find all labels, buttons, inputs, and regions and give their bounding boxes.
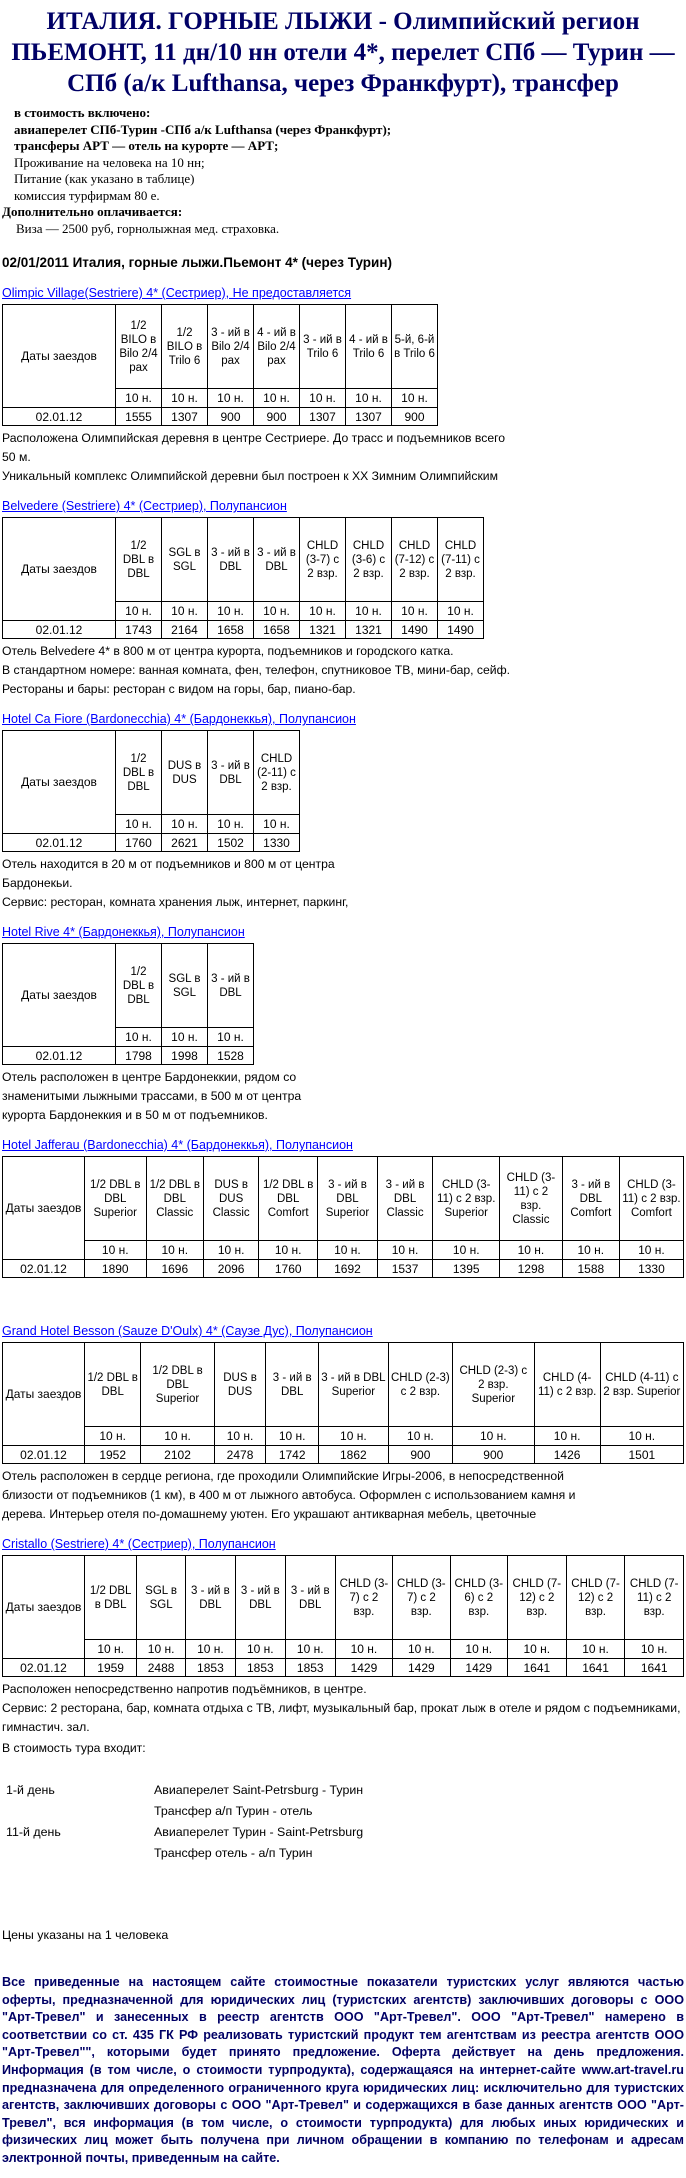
- hotel-link[interactable]: Grand Hotel Besson (Sauze D'Oulx) 4* (Саузе Дус), Полупансион: [2, 1324, 373, 1338]
- room-type-header: CHLD (3-11) с 2 взр. Superior: [433, 1157, 500, 1241]
- price-cell: 1760: [116, 834, 162, 852]
- price-cell: 1853: [235, 1659, 285, 1677]
- itinerary-rows: [2, 1780, 684, 1864]
- included-line: комиссия турфирмам 80 е.: [14, 187, 160, 203]
- price-note: Цены указаны на 1 человека: [2, 1928, 169, 1942]
- room-type-header: 1/2 BILO в Bilo 2/4 pax: [116, 305, 162, 389]
- price-cell: 1798: [116, 1047, 162, 1065]
- duration-cell: 10 н.: [162, 389, 208, 408]
- duration-cell: 10 н.: [300, 389, 346, 408]
- price-cell: 1537: [377, 1260, 433, 1278]
- description-line: 50 м.: [2, 450, 31, 464]
- duration-cell: 10 н.: [141, 1427, 214, 1446]
- room-type-header: 3 - ий в DBL Comfort: [562, 1157, 619, 1241]
- price-cell: 1490: [438, 621, 484, 639]
- description-line: Уникальный комплекс Олимпийской деревни был построен к XX Зимним Олимпийским: [2, 469, 498, 483]
- price-cell: 900: [254, 408, 300, 426]
- duration-cell: 10 н.: [438, 602, 484, 621]
- room-type-header: CHLD (7-11) с 2 взр.: [438, 518, 484, 602]
- duration-cell: 10 н.: [208, 602, 254, 621]
- room-type-header: CHLD (4-11) с 2 взр.: [534, 1343, 600, 1427]
- included-line: трансферы АРТ — отель на курорте — АРТ;: [14, 138, 279, 153]
- price-cell: 900: [388, 1446, 452, 1464]
- price-cell: 1959: [85, 1659, 137, 1677]
- description-line: Рестораны и бары: ресторан с видом на горы, бар, пиано-бар.: [2, 682, 356, 696]
- itinerary-heading: В стоимость тура входит:: [2, 1741, 146, 1755]
- duration-cell: 10 н.: [392, 389, 438, 408]
- duration-cell: 10 н.: [600, 1427, 683, 1446]
- duration-cell: 10 н.: [453, 1427, 534, 1446]
- room-type-header: CHLD (3-11) с 2 взр. Comfort: [619, 1157, 683, 1241]
- description-line: дерева. Интерьер отеля по-домашнему уютен. Его украшают антикварная мебель, цветочные: [2, 1507, 537, 1521]
- price-table: [2, 1156, 684, 1278]
- room-type-header: 4 - ий в Trilo 6: [346, 305, 392, 389]
- price-cell: 2096: [204, 1260, 259, 1278]
- price-cell: 900: [208, 408, 254, 426]
- duration-cell: 10 н.: [85, 1241, 147, 1260]
- price-row: [3, 1047, 254, 1065]
- hotel-link[interactable]: Cristallo (Sestriere) 4* (Сестриер), Полупансион: [2, 1537, 276, 1551]
- date-cell: 02.01.12: [3, 621, 116, 639]
- extra-pay-line: Виза — 2500 руб, горнолыжная мед. страховка.: [16, 220, 280, 236]
- room-type-header: 1/2 DBL в DBL: [116, 518, 162, 602]
- date-cell: 02.01.12: [3, 408, 116, 426]
- duration-cell: 10 н.: [319, 1427, 389, 1446]
- duration-cell: 10 н.: [214, 1427, 266, 1446]
- room-type-header: CHLD (3-7) с 2 взр.: [393, 1556, 450, 1640]
- duration-cell: 10 н.: [162, 602, 208, 621]
- duration-cell: 10 н.: [392, 602, 438, 621]
- duration-cell: 10 н.: [208, 1028, 254, 1047]
- price-table: [2, 1342, 684, 1464]
- room-type-header-row: [3, 1556, 684, 1640]
- price-cell: 900: [453, 1446, 534, 1464]
- price-cell: 1429: [393, 1659, 450, 1677]
- duration-row: [3, 1427, 684, 1446]
- price-cell: 1298: [500, 1260, 563, 1278]
- room-type-header: SGL в SGL: [162, 944, 208, 1028]
- duration-cell: 10 н.: [566, 1640, 625, 1659]
- duration-cell: 10 н.: [116, 815, 162, 834]
- duration-cell: 10 н.: [619, 1241, 683, 1260]
- included-line: авиаперелет СПб-Турин -СПб а/к Lufthansa (через Франкфурт);: [14, 121, 392, 137]
- room-type-header: 4 - ий в Bilo 2/4 pax: [254, 305, 300, 389]
- hotel-link[interactable]: Belvedere (Sestriere) 4* (Сестриер), Полупансион: [2, 499, 287, 513]
- room-type-header-row: [3, 1343, 684, 1427]
- room-type-header: 1/2 BILO в Trilo 6: [162, 305, 208, 389]
- extra-pay-heading: Дополнительно оплачивается:: [2, 204, 183, 219]
- duration-cell: 10 н.: [388, 1427, 452, 1446]
- duration-cell: 10 н.: [534, 1427, 600, 1446]
- price-row: [3, 1659, 684, 1677]
- price-cell: 1952: [85, 1446, 141, 1464]
- date-column-header: Даты заездов: [3, 1157, 85, 1260]
- date-cell: 02.01.12: [3, 834, 116, 852]
- price-cell: 1641: [507, 1659, 566, 1677]
- duration-cell: 10 н.: [346, 602, 392, 621]
- price-row: [3, 834, 300, 852]
- price-cell: 1998: [162, 1047, 208, 1065]
- room-type-header: 3 - ий в DBL: [235, 1556, 285, 1640]
- price-cell: 1429: [335, 1659, 392, 1677]
- room-type-header: CHLD (7-12) с 2 взр.: [507, 1556, 566, 1640]
- price-cell: 1528: [208, 1047, 254, 1065]
- room-type-header: SGL в SGL: [137, 1556, 186, 1640]
- duration-cell: 10 н.: [137, 1640, 186, 1659]
- room-type-header-row: [3, 1157, 684, 1241]
- price-cell: 900: [392, 408, 438, 426]
- duration-cell: 10 н.: [346, 389, 392, 408]
- included-line: Питание (как указано в таблице): [14, 171, 195, 186]
- room-type-header: 3 - ий в DBL Superior: [319, 1343, 389, 1427]
- included-block: [2, 105, 684, 237]
- included-line: Проживание на человека на 10 нн;: [14, 154, 205, 170]
- description-line: курорта Бардонеккия и в 50 м от подъемников.: [2, 1108, 268, 1122]
- hotel-section: [2, 1322, 684, 1524]
- duration-cell: 10 н.: [146, 1241, 204, 1260]
- duration-cell: 10 н.: [235, 1640, 285, 1659]
- room-type-header: 3 - ий в DBL: [208, 731, 254, 815]
- price-cell: 1696: [146, 1260, 204, 1278]
- duration-cell: 10 н.: [116, 389, 162, 408]
- duration-cell: 10 н.: [562, 1241, 619, 1260]
- hotel-description: [2, 1467, 684, 1524]
- room-type-header: 1/2 DBL в DBL Comfort: [259, 1157, 318, 1241]
- hotel-link[interactable]: Olimpic Village(Sestriere) 4* (Сестриер), Не предоставляется: [2, 286, 352, 300]
- duration-cell: 10 н.: [318, 1241, 378, 1260]
- room-type-header: CHLD (7-12) с 2 взр.: [566, 1556, 625, 1640]
- price-cell: 2102: [141, 1446, 214, 1464]
- duration-cell: 10 н.: [450, 1640, 507, 1659]
- price-table: [2, 1555, 684, 1677]
- duration-cell: 10 н.: [254, 389, 300, 408]
- hotel-section: [2, 497, 684, 699]
- itinerary-item: Авиаперелет Турин - Saint-Petrsburg: [154, 1825, 364, 1839]
- room-type-header: 3 - ий в DBL: [208, 944, 254, 1028]
- duration-cell: 10 н.: [254, 815, 300, 834]
- room-type-header: DUS в DUS: [214, 1343, 266, 1427]
- itinerary-row: [2, 1780, 684, 1822]
- price-cell: 1307: [162, 408, 208, 426]
- room-type-header: CHLD (2-3) с 2 взр.: [388, 1343, 452, 1427]
- price-table: [2, 304, 438, 426]
- price-cell: 1330: [254, 834, 300, 852]
- room-type-header: 3 - ий в DBL: [185, 1556, 235, 1640]
- date-column-header: Даты заездов: [3, 731, 116, 834]
- duration-cell: 10 н.: [116, 602, 162, 621]
- room-type-header: 3 - ий в Trilo 6: [300, 305, 346, 389]
- itinerary-item: Авиаперелет Saint-Petrsburg - Турин: [154, 1783, 364, 1797]
- description-line: знаменитыми лыжными трассами, в 500 м от центра: [2, 1089, 302, 1103]
- price-cell: 1853: [285, 1659, 335, 1677]
- price-row: [3, 1260, 684, 1278]
- duration-row: [3, 1241, 684, 1260]
- duration-cell: 10 н.: [204, 1241, 259, 1260]
- price-cell: 1555: [116, 408, 162, 426]
- duration-cell: 10 н.: [335, 1640, 392, 1659]
- room-type-header: 3 - ий в DBL: [208, 518, 254, 602]
- description-line: близости от подъемников (1 км), в 400 м от лыжного автобуса. Оформлен с использованием камня и: [2, 1488, 576, 1502]
- room-type-header: 1/2 DBL в DBL Superior: [85, 1157, 147, 1241]
- itinerary-items: [154, 1780, 684, 1822]
- duration-cell: 10 н.: [377, 1241, 433, 1260]
- price-cell: 1658: [208, 621, 254, 639]
- room-type-header: CHLD (2-11) с 2 взр.: [254, 731, 300, 815]
- hotel-link[interactable]: Hotel Ca Fiore (Bardonecchia) 4* (Бардонеккья), Полупансион: [2, 712, 356, 726]
- room-type-header: CHLD (2-3) с 2 взр. Superior: [453, 1343, 534, 1427]
- duration-cell: 10 н.: [254, 602, 300, 621]
- hotel-section: [2, 284, 684, 486]
- date-column-header: Даты заездов: [3, 305, 116, 408]
- room-type-header: CHLD (3-7) с 2 взр.: [300, 518, 346, 602]
- description-line: Расположена Олимпийская деревня в центре Сестриере. До трасс и подъемников всего: [2, 431, 506, 445]
- description-line: В стандартном номере: ванная комната, фен, телефон, спутниковое ТВ, мини-бар, сейф.: [2, 663, 511, 677]
- room-type-header: CHLD (3-6) с 2 взр.: [450, 1556, 507, 1640]
- room-type-header-row: [3, 944, 254, 1028]
- room-type-header: 3 - ий в Bilo 2/4 pax: [208, 305, 254, 389]
- price-cell: 1330: [619, 1260, 683, 1278]
- included-line: в стоимость включено:: [14, 105, 151, 120]
- date-column-header: Даты заездов: [3, 1343, 85, 1446]
- price-cell: 2621: [162, 834, 208, 852]
- duration-cell: 10 н.: [162, 1028, 208, 1047]
- room-type-header: DUS в DUS: [162, 731, 208, 815]
- room-type-header: 3 - ий в DBL Superior: [318, 1157, 378, 1241]
- date-column-header: Даты заездов: [3, 944, 116, 1047]
- price-cell: 1307: [346, 408, 392, 426]
- room-type-header: CHLD (7-12) с 2 взр.: [392, 518, 438, 602]
- itinerary-day-label: 1-й день: [6, 1783, 55, 1797]
- room-type-header: 1/2 DBL в DBL: [116, 731, 162, 815]
- date-cell: 02.01.12: [3, 1260, 85, 1278]
- date-cell: 02.01.12: [3, 1659, 85, 1677]
- date-column-header: Даты заездов: [3, 518, 116, 621]
- room-type-header-row: [3, 518, 484, 602]
- duration-cell: 10 н.: [393, 1640, 450, 1659]
- duration-cell: 10 н.: [85, 1640, 137, 1659]
- price-cell: 1490: [392, 621, 438, 639]
- price-table: [2, 517, 484, 639]
- hotel-sections: [2, 284, 684, 1737]
- price-cell: 1890: [85, 1260, 147, 1278]
- room-type-header: 1/2 DBL в DBL Classic: [146, 1157, 204, 1241]
- price-row: [3, 1446, 684, 1464]
- duration-row: [3, 1640, 684, 1659]
- hotel-description: [2, 642, 684, 699]
- room-type-header: CHLD (3-11) с 2 взр. Classic: [500, 1157, 563, 1241]
- description-line: Расположен непосредственно напротив подъёмников, в центре.: [2, 1682, 367, 1696]
- room-type-header-row: [3, 731, 300, 815]
- hotel-description: [2, 1680, 684, 1737]
- price-cell: 1743: [116, 621, 162, 639]
- room-type-header: CHLD (3-6) с 2 взр.: [346, 518, 392, 602]
- duration-cell: 10 н.: [433, 1241, 500, 1260]
- duration-cell: 10 н.: [259, 1241, 318, 1260]
- room-type-header: 1/2 DBL в DBL Superior: [141, 1343, 214, 1427]
- hotel-link[interactable]: Hotel Jafferau (Bardonecchia) 4* (Бардонеккья), Полупансион: [2, 1138, 353, 1152]
- price-cell: 1588: [562, 1260, 619, 1278]
- price-cell: 1742: [266, 1446, 319, 1464]
- description-line: гимнастич. зал.: [2, 1720, 90, 1734]
- date-column-header: Даты заездов: [3, 1556, 85, 1659]
- price-cell: 1692: [318, 1260, 378, 1278]
- price-cell: 1658: [254, 621, 300, 639]
- price-cell: 1429: [450, 1659, 507, 1677]
- room-type-header: CHLD (4-11) с 2 взр. Superior: [600, 1343, 683, 1427]
- duration-cell: 10 н.: [300, 602, 346, 621]
- duration-cell: 10 н.: [507, 1640, 566, 1659]
- itinerary-day-label: 11-й день: [6, 1825, 61, 1839]
- price-cell: 1760: [259, 1260, 318, 1278]
- room-type-header: 3 - ий в DBL: [254, 518, 300, 602]
- hotel-link[interactable]: Hotel Rive 4* (Бардонеккья), Полупансион: [2, 925, 245, 939]
- price-cell: 1426: [534, 1446, 600, 1464]
- price-cell: 1862: [319, 1446, 389, 1464]
- duration-cell: 10 н.: [85, 1427, 141, 1446]
- itinerary-item: Трансфер а/п Турин - отель: [154, 1804, 313, 1818]
- itinerary-items: [154, 1822, 684, 1864]
- room-type-header: 5-й, 6-й в Trilo 6: [392, 305, 438, 389]
- duration-cell: 10 н.: [162, 815, 208, 834]
- price-cell: 1395: [433, 1260, 500, 1278]
- price-cell: 2478: [214, 1446, 266, 1464]
- price-cell: 2488: [137, 1659, 186, 1677]
- duration-cell: 10 н.: [625, 1640, 684, 1659]
- description-line: Отель расположен в центре Бардонеккии, рядом со: [2, 1070, 297, 1084]
- itinerary-row: [2, 1822, 684, 1864]
- room-type-header: SGL в SGL: [162, 518, 208, 602]
- page-title: ИТАЛИЯ. ГОРНЫЕ ЛЫЖИ - Олимпийский регион ПЬЕМОНТ, 11 дн/10 нн отели 4*, перелет СПб — Турин — СПб (а/к Lufthansa, через Франкфурт), трансфер: [11, 8, 675, 97]
- schedule-heading: 02/01/2011 Италия, горные лыжи.Пьемонт 4* (через Турин): [2, 255, 392, 270]
- description-line: Отель находится в 20 м от подъемников и 800 м от центра: [2, 857, 335, 871]
- hotel-section: [2, 923, 684, 1125]
- duration-cell: 10 н.: [208, 815, 254, 834]
- price-cell: 1321: [346, 621, 392, 639]
- price-cell: 2164: [162, 621, 208, 639]
- hotel-section: [2, 1136, 684, 1278]
- hotel-description: [2, 1068, 684, 1125]
- room-type-header: 1/2 DBL в DBL: [116, 944, 162, 1028]
- price-row: [3, 621, 484, 639]
- price-row: [3, 408, 438, 426]
- itinerary-item: Трансфер отель - а/п Турин: [154, 1846, 313, 1860]
- description-line: Отель Belvedere 4* в 800 м от центра курорта, подъемников и городского катка.: [2, 644, 454, 658]
- room-type-header: DUS в DUS Classic: [204, 1157, 259, 1241]
- room-type-header: 1/2 DBL в DBL: [85, 1556, 137, 1640]
- room-type-header: 3 - ий в DBL: [266, 1343, 319, 1427]
- duration-cell: 10 н.: [208, 389, 254, 408]
- duration-cell: 10 н.: [285, 1640, 335, 1659]
- room-type-header: 3 - ий в DBL: [285, 1556, 335, 1640]
- price-cell: 1502: [208, 834, 254, 852]
- date-cell: 02.01.12: [3, 1047, 116, 1065]
- duration-cell: 10 н.: [266, 1427, 319, 1446]
- price-cell: 1321: [300, 621, 346, 639]
- price-cell: 1641: [566, 1659, 625, 1677]
- description-line: Сервис: ресторан, комната хранения лыж, интернет, паркинг,: [2, 895, 349, 909]
- description-line: Бардонекьи.: [2, 876, 73, 890]
- description-line: Сервис: 2 ресторана, бар, комната отдыха с ТВ, лифт, музыкальный бар, прокат лыж в отеле и рядом с подъемниками,: [2, 1701, 681, 1715]
- room-type-header: 3 - ий в DBL Classic: [377, 1157, 433, 1241]
- hotel-section: [2, 710, 684, 912]
- hotel-description: [2, 429, 684, 486]
- hotel-section: [2, 1535, 684, 1737]
- price-cell: 1853: [185, 1659, 235, 1677]
- description-line: Отель расположен в сердце региона, где проходили Олимпийские Игры-2006, в непосредственной: [2, 1469, 564, 1483]
- room-type-header: 1/2 DBL в DBL: [85, 1343, 141, 1427]
- duration-cell: 10 н.: [185, 1640, 235, 1659]
- price-cell: 1641: [625, 1659, 684, 1677]
- date-cell: 02.01.12: [3, 1446, 85, 1464]
- itinerary-section: [2, 1739, 684, 1864]
- price-cell: 1501: [600, 1446, 683, 1464]
- room-type-header: CHLD (3-7) с 2 взр.: [335, 1556, 392, 1640]
- price-cell: 1307: [300, 408, 346, 426]
- room-type-header: CHLD (7-11) с 2 взр.: [625, 1556, 684, 1640]
- price-table: [2, 730, 300, 852]
- price-table: [2, 943, 254, 1065]
- duration-cell: 10 н.: [116, 1028, 162, 1047]
- room-type-header-row: [3, 305, 438, 389]
- duration-cell: 10 н.: [500, 1241, 563, 1260]
- legal-paragraph: Все приведенные на настоящем сайте стоимостные показатели туристских услуг являются частью оферты, предназначенной для юридических лиц (туристских агентств) заключивших договоры с ООО "Арт-Тревел" и занесенных в реестр агентств ООО "Арт-Тревел". ООО "Арт-Тревел" намерено в соответствии со ст. 435 ГК РФ реализовать туристский продукт тем агентствам из реестра агентств ООО "Арт-Тревел"", которыми будет принято предложение. Оферта действует на день предложения. Информация (в том числе, о стоимости турпродукта), содержащаяся на интернет-сайте www.art-travel.ru предназначена для определенного ограниченного круга юридических лиц: исключительно для туристских агентств, заключивших договоры с ООО "Арт-Тревел" и содержащихся в базе данных агентств ООО "Арт-Тревел", вся информация (в том числе, о стоимости турпродукта) для любых иных юридических и физических лиц может быть получена при личном обращении в компанию по телефонам и адресам электронной почты, приведенным на сайте.: [2, 1975, 684, 2165]
- hotel-description: [2, 855, 684, 912]
